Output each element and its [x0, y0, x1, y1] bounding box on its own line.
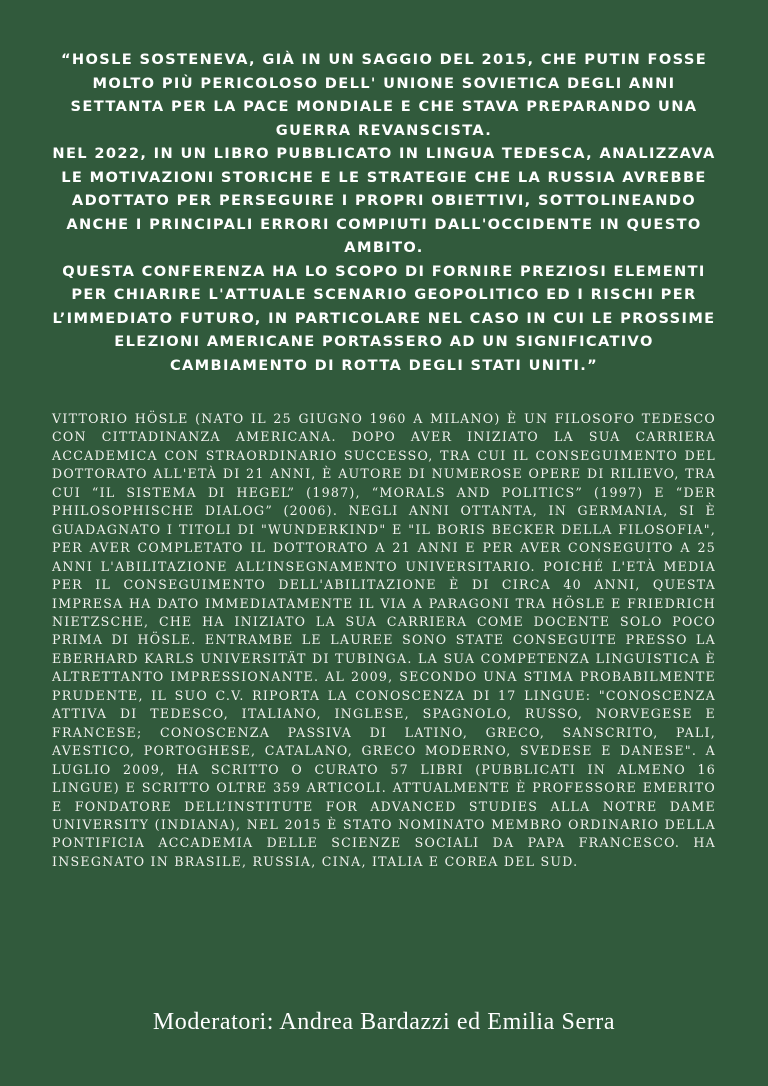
quote-paragraph: QUESTA CONFERENZA HA LO SCOPO DI FORNIRE PREZIOSI ELEMENTI PER CHIARIRE L'ATTUALE SCENARIO GEOPOLITICO ED I RISCHI PER L’IMMEDIATO FUTURO, IN PARTICOLARE NEL CASO IN CUI LE PROSSIME ELEZIONI AMERICANE PORTASSERO AD UN SIGNIFICATIVO CAMBIAMENTO DI ROTTA DEGLI STATI UNITI.”: [52, 262, 716, 374]
biography-text: VITTORIO HÖSLE (NATO IL 25 GIUGNO 1960 A MILANO) È UN FILOSOFO TEDESCO CON CITTADINANZA AMERICANA. DOPO AVER INIZIATO LA SUA CARRIERA ACCADEMICA CON STRAORDINARIO SUCCESSO, TRA CUI IL CONSEGUIMENTO DEL DOTTORATO ALL'ETÀ DI 21 ANNI, È AUTORE DI NUMEROSE OPERE DI RILIEVO, TRA CUI “IL SISTEMA DI HEGEL” (1987), “MORALS AND POLITICS” (1997) E “DER PHILOSOPHISCHE DIALOG” (2006). NEGLI ANNI OTTANTA, IN GERMANIA, SI È GUADAGNATO I TITOLI DI "WUNDERKIND" E "IL BORIS BECKER DELLA FILOSOFIA", PER AVER COMPLETATO IL DOTTORATO A 21 ANNI E PER AVER CONSEGUITO A 25 ANNI L'ABILITAZIONE ALL’INSEGNAMENTO UNIVERSITARIO. POICHÉ L'ETÀ MEDIA PER IL CONSEGUIMENTO DELL'ABILITAZIONE È DI CIRCA 40 ANNI, QUESTA IMPRESA HA DATO IMMEDIATAMENTE IL VIA A PARAGONI TRA HÖSLE E FRIEDRICH NIETZSCHE, CHE HA INIZIATO LA SUA CARRIERA COME DOCENTE SOLO POCO PRIMA DI HÖSLE. ENTRAMBE LE LAUREE SONO STATE CONSEGUITE PRESSO LA EBERHARD KARLS UNIVERSITÄT DI TUBINGA. LA SUA COMPETENZA LINGUISTICA È ALTRETTANTO IMPRESSIONANTE. AL 2009, SECONDO UNA STIMA PROBABILMENTE PRUDENTE, IL SUO C.V. RIPORTA LA CONOSCENZA DI 17 LINGUE: "CONOSCENZA ATTIVA DI TEDESCO, ITALIANO, INGLESE, SPAGNOLO, RUSSO, NORVEGESE E FRANCESE; CONOSCENZA PASSIVA DI LATINO, GRECO, SANSCRITO, PALI, AVESTICO, PORTOGHESE, CATALANO, GRECO MODERNO, SVEDESE E DANESE". A LUGLIO 2009, HA SCRITTO O CURATO 57 LIBRI (PUBBLICATI IN ALMENO 16 LINGUE) E SCRITTO OLTRE 359 ARTICOLI. ATTUALMENTE È PROFESSORE EMERITO E FONDATORE DELL’INSTITUTE FOR ADVANCED STUDIES ALLA NOTRE DAME UNIVERSITY (INDIANA), NEL 2015 È STATO NOMINATO MEMBRO ORDINARIO DELLA PONTIFICIA ACCADEMIA DELLE SCIENZE SOCIALI DA PAPA FRANCESCO. HA INSEGNATO IN BRASILE, RUSSIA, CINA, ITALIA E COREA DEL SUD.: [52, 411, 716, 869]
quote-block: [50, 48, 718, 377]
quote-paragraph: “HOSLE SOSTENEVA, GIÀ IN UN SAGGIO DEL 2015, CHE PUTIN FOSSE MOLTO PIÙ PERICOLOSO DELL' UNIONE SOVIETICA DEGLI ANNI SETTANTA PER LA PACE MONDIALE E CHE STAVA PREPARANDO UNA GUERRA REVANSCISTA.: [60, 51, 708, 139]
moderators-line: Moderatori: Andrea Bardazzi ed Emilia Serra: [152, 1009, 616, 1035]
quote-paragraph: NEL 2022, IN UN LIBRO PUBBLICATO IN LINGUA TEDESCA, ANALIZZAVA LE MOTIVAZIONI STORICHE E LE STRATEGIE CHE LA RUSSIA AVREBBE ADOTTATO PER PERSEGUIRE I PROPRI OBIETTIVI, SOTTOLINEANDO ANCHE I PRINCIPALI ERRORI COMPIUTI DALL'OCCIDENTE IN QUESTO AMBITO.: [52, 145, 716, 256]
